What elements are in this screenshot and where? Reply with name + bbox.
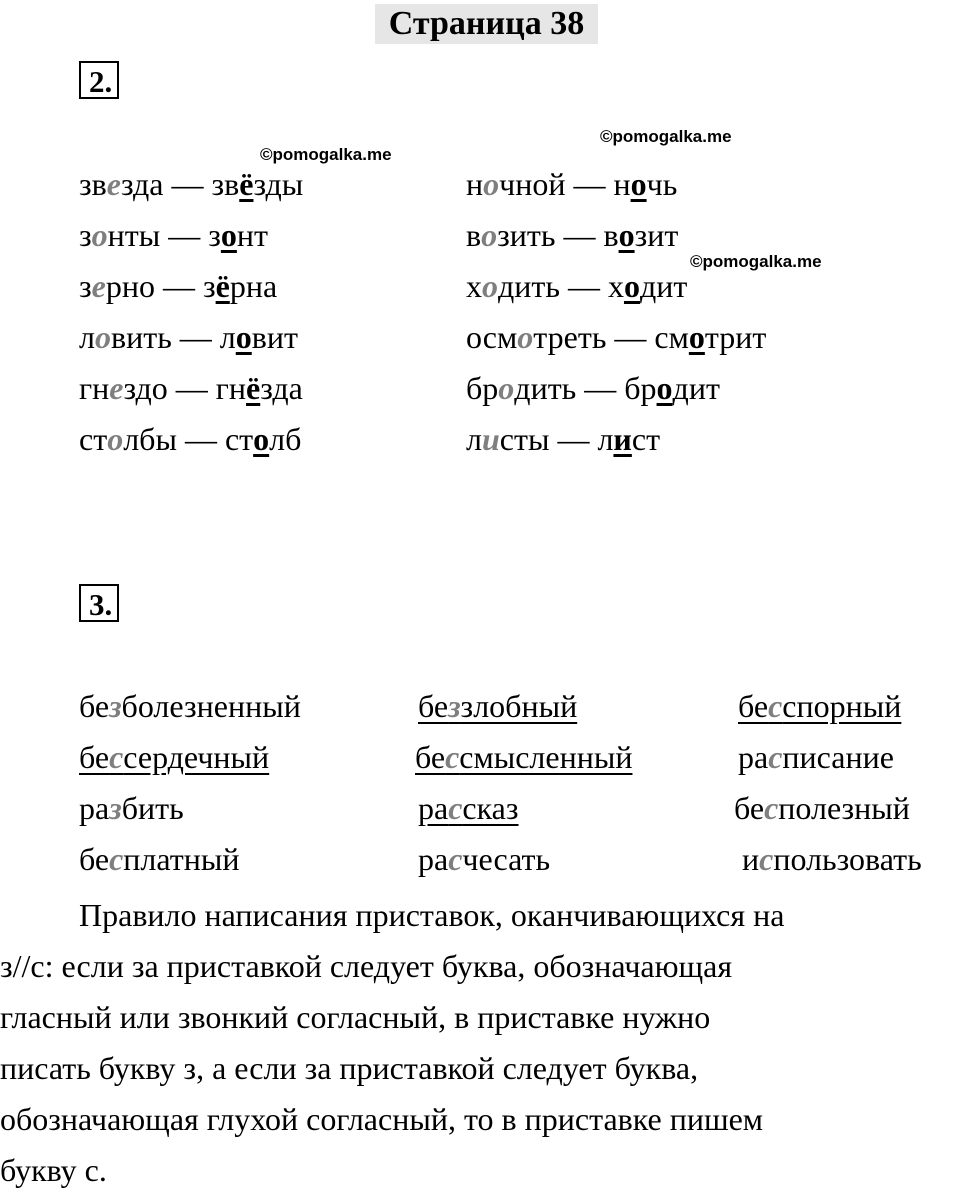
prefix-letter: с — [768, 688, 783, 724]
word-part: зит — [634, 217, 679, 253]
prefix-word — [79, 839, 239, 879]
rule-line: писать букву з, а если за приставкой следует буква, — [0, 1050, 699, 1086]
word-part: бе — [734, 790, 765, 826]
prefix-letter: з — [109, 790, 122, 826]
word-part: х — [607, 268, 624, 304]
word-part: л — [219, 319, 236, 355]
word-part: л — [597, 421, 614, 457]
highlighted-vowel: о — [481, 217, 498, 253]
dash-separator: — — [549, 421, 598, 457]
dash-separator: — — [606, 319, 655, 355]
word-pair — [79, 266, 277, 306]
prefix-word — [79, 686, 301, 726]
prefix-word — [79, 788, 184, 828]
word-part: ст — [224, 421, 254, 457]
word-part: л — [79, 319, 95, 355]
word-part: лбы — [123, 421, 177, 457]
word-part: рно — [105, 268, 155, 304]
prefix-letter: з — [109, 688, 122, 724]
prefix-letter: с — [768, 739, 783, 775]
stressed-vowel: ё — [246, 370, 261, 406]
word-part: зв — [79, 166, 107, 202]
word-part: трит — [704, 319, 767, 355]
word-pair — [79, 215, 268, 255]
word-pair — [79, 368, 303, 408]
word-part: в — [603, 217, 619, 253]
word-part: рна — [229, 268, 278, 304]
word-pair — [466, 317, 766, 357]
word-part: нт — [236, 217, 268, 253]
stressed-vowel: о — [618, 217, 635, 253]
word-part: ра — [79, 790, 110, 826]
word-part: спорный — [782, 688, 902, 724]
prefix-letter: с — [448, 841, 463, 877]
stressed-vowel: о — [235, 319, 252, 355]
stressed-vowel: о — [630, 166, 647, 202]
task-3-number: 3. — [79, 584, 119, 622]
word-part: чной — [499, 166, 566, 202]
prefix-word — [738, 737, 894, 777]
word-part: зда — [260, 370, 303, 406]
stressed-vowel: о — [656, 370, 673, 406]
word-part: бить — [121, 790, 184, 826]
word-part: смысленный — [459, 739, 633, 775]
word-part: сказ — [462, 790, 519, 826]
word-part: зить — [497, 217, 556, 253]
dash-separator: — — [154, 268, 203, 304]
word-part: бе — [738, 688, 769, 724]
prefix-letter: с — [764, 790, 779, 826]
dash-separator: — — [171, 319, 220, 355]
highlighted-vowel: о — [94, 319, 111, 355]
highlighted-vowel: е — [91, 268, 106, 304]
highlighted-vowel: о — [498, 370, 515, 406]
word-part: зв — [211, 166, 240, 202]
prefix-letter: з — [448, 688, 461, 724]
word-part: дит — [639, 268, 688, 304]
highlighted-vowel: о — [483, 166, 500, 202]
stressed-vowel: о — [220, 217, 237, 253]
word-part: бе — [79, 739, 110, 775]
prefix-word — [734, 788, 910, 828]
word-part: з — [202, 268, 216, 304]
word-part: злобный — [460, 688, 578, 724]
stressed-vowel: о — [253, 421, 270, 457]
word-part: дит — [672, 370, 720, 406]
word-part: вить — [110, 319, 172, 355]
rule-line: обозначающая глухой согласный, то в приставке пишем — [0, 1101, 764, 1137]
word-part: лб — [269, 421, 302, 457]
word-part: бе — [418, 688, 449, 724]
word-part: зды — [253, 166, 304, 202]
word-part: ра — [418, 841, 449, 877]
prefix-letter: с — [109, 841, 124, 877]
word-part: з — [79, 268, 92, 304]
word-part: здо — [123, 370, 168, 406]
stressed-vowel: ё — [239, 166, 254, 202]
prefix-word — [79, 737, 269, 777]
highlighted-vowel: о — [107, 421, 124, 457]
rule-paragraph — [0, 890, 960, 1196]
prefix-letter: с — [448, 790, 463, 826]
word-part: в — [466, 217, 482, 253]
word-part: гн — [215, 370, 247, 406]
dash-separator: — — [559, 268, 608, 304]
word-part: болезненный — [121, 688, 301, 724]
word-pair — [466, 419, 660, 459]
word-pair — [466, 215, 678, 255]
word-part: нты — [107, 217, 161, 253]
word-pair — [79, 419, 301, 459]
word-pair — [79, 164, 303, 204]
word-part: ст — [631, 421, 661, 457]
prefix-word — [742, 839, 922, 879]
word-part: треть — [533, 319, 607, 355]
highlighted-vowel: е — [106, 166, 121, 202]
prefix-word — [418, 839, 550, 879]
rule-line: Правило написания приставок, оканчивающихся на — [79, 897, 785, 933]
word-pair — [79, 317, 298, 357]
stressed-vowel: о — [623, 268, 640, 304]
word-part: и — [742, 841, 760, 877]
word-part: дить — [514, 370, 577, 406]
word-part: ст — [79, 421, 108, 457]
watermark: ©pomogalka.me — [260, 145, 392, 164]
word-part: дить — [498, 268, 560, 304]
word-part: чесать — [462, 841, 551, 877]
word-part: н — [466, 166, 484, 202]
word-part: зда — [120, 166, 164, 202]
task-2-number: 2. — [79, 61, 119, 99]
word-part: см — [654, 319, 689, 355]
word-part: писание — [782, 739, 894, 775]
dash-separator: — — [565, 166, 614, 202]
word-pair — [466, 368, 720, 408]
prefix-letter: с — [445, 739, 460, 775]
word-part: бе — [79, 841, 110, 877]
stressed-vowel: о — [688, 319, 705, 355]
word-part: ра — [738, 739, 769, 775]
page-title: Страница 38 — [375, 4, 598, 44]
stressed-vowel: и — [613, 421, 632, 457]
dash-separator: — — [167, 370, 216, 406]
dash-separator: — — [555, 217, 604, 253]
word-part: чь — [646, 166, 678, 202]
dash-separator: — — [176, 421, 225, 457]
prefix-word — [415, 737, 632, 777]
word-part: осм — [466, 319, 518, 355]
rule-line: букву с. — [0, 1152, 107, 1188]
word-part: з — [208, 217, 221, 253]
dash-separator: — — [576, 370, 625, 406]
highlighted-vowel: о — [517, 319, 534, 355]
word-part: бе — [79, 688, 110, 724]
prefix-word — [418, 788, 519, 828]
word-part: пользовать — [773, 841, 922, 877]
word-part: сты — [499, 421, 550, 457]
stressed-vowel: ё — [215, 268, 230, 304]
prefix-letter: с — [109, 739, 124, 775]
word-part: бе — [415, 739, 446, 775]
word-part: полезный — [778, 790, 910, 826]
dash-separator: — — [160, 217, 209, 253]
word-part: сердечный — [123, 739, 270, 775]
highlighted-vowel: е — [109, 370, 124, 406]
word-part: н — [613, 166, 631, 202]
prefix-word — [418, 686, 577, 726]
prefix-word — [738, 686, 901, 726]
word-part: ра — [418, 790, 449, 826]
word-part: бр — [466, 370, 499, 406]
dash-separator: — — [163, 166, 212, 202]
word-part: з — [79, 217, 92, 253]
highlighted-vowel: о — [91, 217, 108, 253]
word-part: платный — [123, 841, 240, 877]
prefix-letter: с — [759, 841, 774, 877]
watermark: ©pomogalka.me — [690, 252, 822, 271]
watermark: ©pomogalka.me — [600, 127, 732, 146]
rule-line: з//с: если за приставкой следует буква, обозначающая — [0, 948, 733, 984]
word-part: л — [466, 421, 482, 457]
word-pair — [466, 266, 687, 306]
word-pair — [466, 164, 677, 204]
word-part: вит — [251, 319, 298, 355]
word-part: гн — [79, 370, 110, 406]
highlighted-vowel: и — [481, 421, 500, 457]
highlighted-vowel: о — [482, 268, 498, 304]
rule-line: гласный или звонкий согласный, в приставке нужно — [0, 999, 711, 1035]
word-part: бр — [624, 370, 657, 406]
word-part: х — [466, 268, 482, 304]
